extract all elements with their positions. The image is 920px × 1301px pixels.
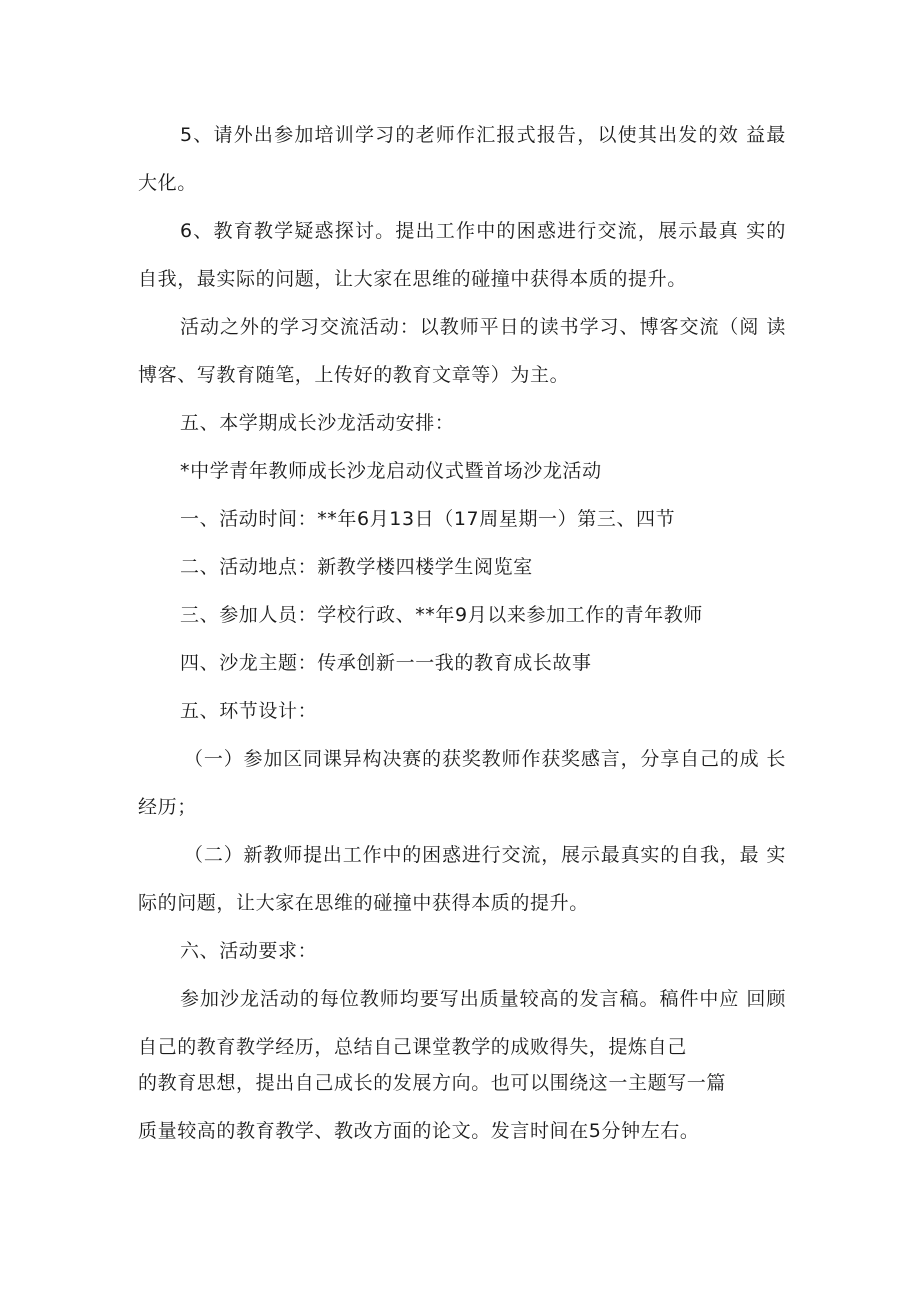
activity-location: 二、活动地点：新教学楼四楼学生阅览室 <box>180 556 533 578</box>
design2-line1: （二）新教师提出工作中的困惑进行交流，展示最真实的自我，最 实 <box>184 844 786 866</box>
requirements-line2: 自己的教育教学经历，总结自己课堂教学的成败得失，提炼自己 <box>138 1036 687 1058</box>
item5-line2: 大化。 <box>138 172 197 194</box>
design-heading: 五、环节设计： <box>180 700 318 722</box>
design1-line1: （一）参加区同课异构决赛的获奖教师作获奖感言，分享自己的成 长 <box>184 748 786 770</box>
salon-theme: 四、沙龙主题：传承创新一一我的教育成长故事 <box>180 652 592 674</box>
requirements-line1: 参加沙龙活动的每位教师均要写出质量较高的发言稿。稿件中应 回顾 <box>180 988 786 1010</box>
outside-activity-line2: 博客、写教育随笔，上传好的教育文章等）为主。 <box>138 364 570 386</box>
item6-line2: 自我，最实际的问题，让大家在思维的碰撞中获得本质的提升。 <box>138 268 687 290</box>
design2-line2: 际的问题，让大家在思维的碰撞中获得本质的提升。 <box>138 892 589 914</box>
event-title: *中学青年教师成长沙龙启动仪式暨首场沙龙活动 <box>180 460 602 482</box>
item5-line1: 5、请外出参加培训学习的老师作汇报式报告，以使其出发的效 益最 <box>180 124 786 146</box>
requirements-line4: 质量较高的教育教学、教改方面的论文。发言时间在5分钟左右。 <box>138 1120 700 1142</box>
activity-participants: 三、参加人员：学校行政、**年9月以来参加工作的青年教师 <box>180 604 703 626</box>
item6-line1: 6、教育教学疑惑探讨。提出工作中的困惑进行交流，展示最真 实的 <box>180 220 786 242</box>
section5-heading: 五、本学期成长沙龙活动安排： <box>180 412 455 434</box>
requirements-line3: 的教育思想，提出自己成长的发展方向。也可以围绕这一主题写一篇 <box>138 1072 727 1094</box>
outside-activity-line1: 活动之外的学习交流活动：以教师平日的读书学习、博客交流（阅 读 <box>180 316 786 338</box>
requirements-heading: 六、活动要求： <box>180 940 318 962</box>
activity-time: 一、活动时间：**年6月13日（17周星期一）第三、四节 <box>180 508 676 530</box>
design1-line2: 经历； <box>138 796 197 818</box>
